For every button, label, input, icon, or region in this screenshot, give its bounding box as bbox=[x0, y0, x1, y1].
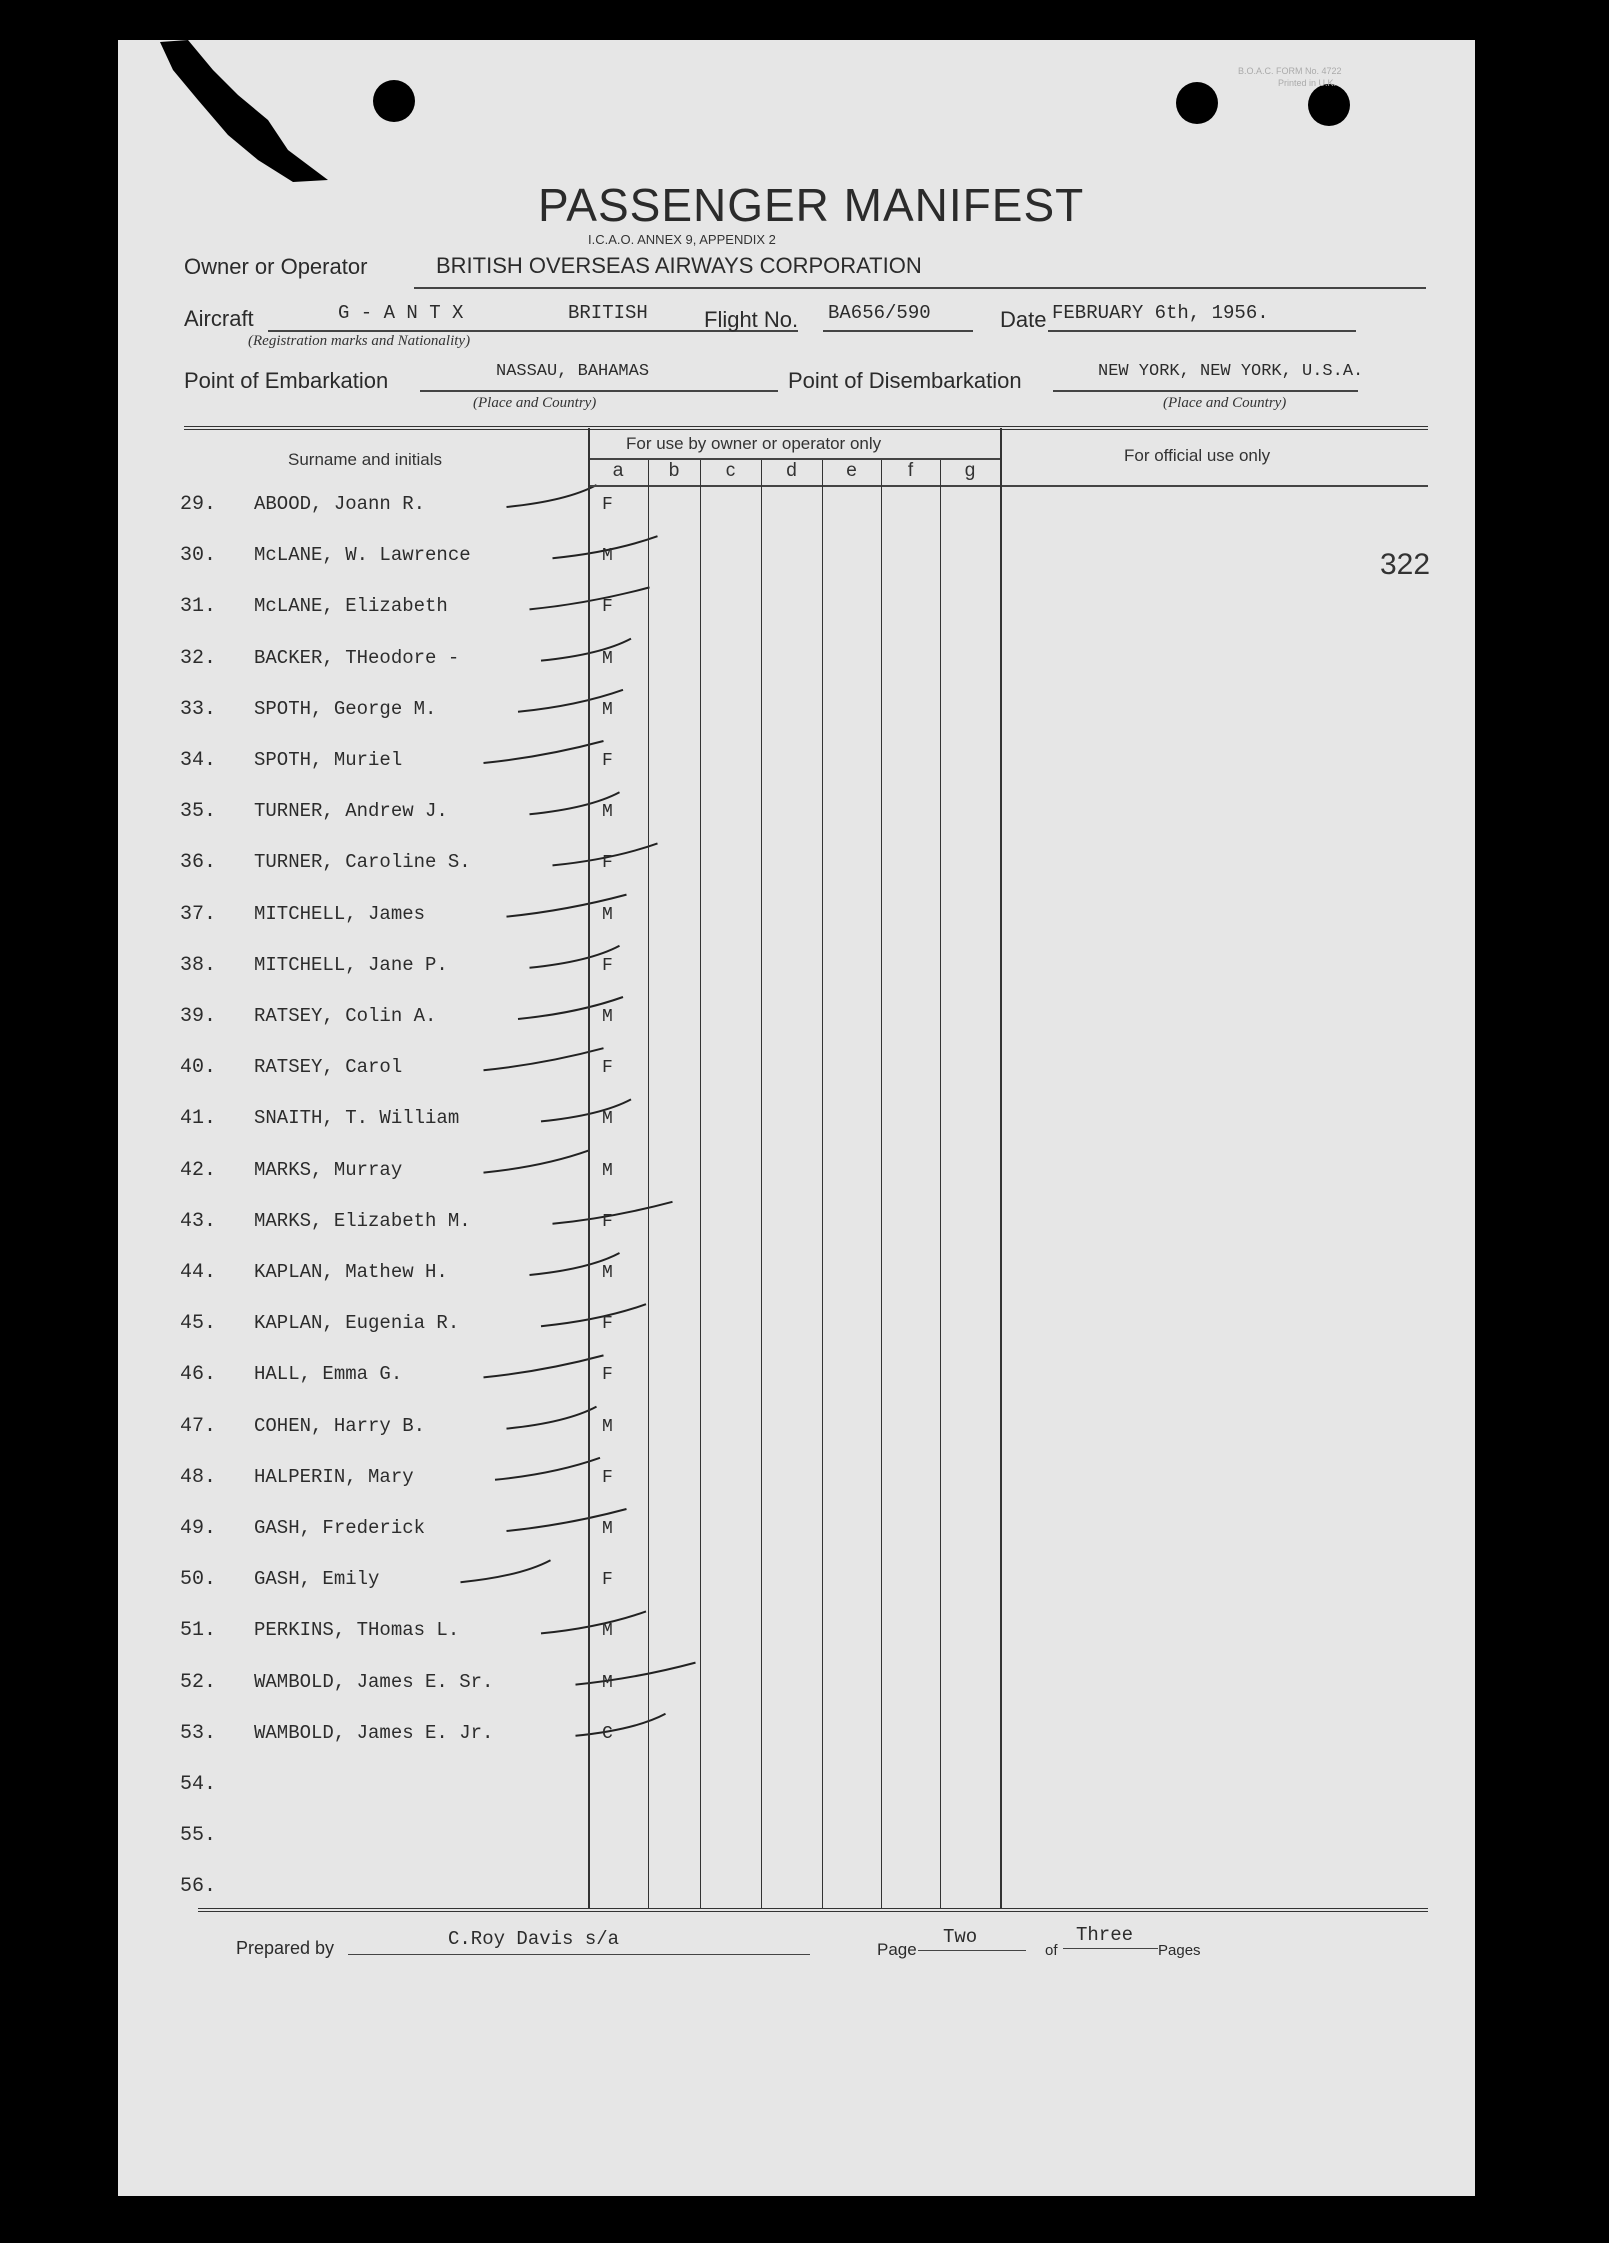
passenger-category: M bbox=[602, 1519, 613, 1539]
column-header-d: d bbox=[786, 460, 797, 481]
of-label: of bbox=[1045, 1942, 1058, 1959]
passenger-category: M bbox=[602, 802, 613, 823]
passenger-name: RATSEY, Colin A. bbox=[254, 1005, 437, 1027]
column-header-b: b bbox=[668, 460, 680, 481]
check-stroke bbox=[576, 1663, 696, 1685]
check-stroke bbox=[507, 485, 597, 507]
row-number: 46. bbox=[180, 1363, 217, 1387]
row-number: 33. bbox=[180, 697, 217, 721]
passenger-name: McLANE, Elizabeth bbox=[254, 595, 448, 618]
passenger-category: F bbox=[602, 1467, 613, 1488]
passenger-name: MITCHELL, James bbox=[254, 902, 426, 925]
flight-number: BA656/590 bbox=[828, 302, 931, 324]
column-header-c: c bbox=[725, 460, 736, 481]
passenger-category: M bbox=[602, 1109, 613, 1130]
passenger-category: M bbox=[602, 1160, 613, 1181]
passenger-name: MITCHELL, Jane P. bbox=[254, 953, 448, 976]
punch-hole-right bbox=[1308, 84, 1350, 126]
owner-value: BRITISH OVERSEAS AIRWAYS CORPORATION bbox=[436, 253, 922, 278]
row-number: 42. bbox=[180, 1158, 217, 1182]
passenger-category: M bbox=[602, 546, 613, 567]
passenger-category: M bbox=[602, 1007, 613, 1027]
row-number: 52. bbox=[180, 1670, 217, 1694]
check-stroke bbox=[507, 1407, 597, 1429]
page-title: PASSENGER MANIFEST bbox=[538, 179, 1085, 231]
date-value: FEBRUARY 6th, 1956. bbox=[1052, 302, 1269, 324]
disembark-caption: (Place and Country) bbox=[1163, 395, 1287, 411]
passenger-category: F bbox=[602, 1570, 613, 1591]
passenger-name: GASH, Frederick bbox=[254, 1517, 426, 1539]
form-code: B.O.A.C. FORM No. 4722 bbox=[1238, 66, 1342, 76]
aircraft-registration: G - A N T X bbox=[338, 302, 464, 324]
row-number: 29. bbox=[180, 493, 217, 516]
flight-label: Flight No. bbox=[704, 307, 799, 332]
check-stroke bbox=[461, 1560, 551, 1582]
page-label: Page bbox=[877, 1940, 917, 1959]
row-number: 48. bbox=[180, 1465, 217, 1489]
row-number: 55. bbox=[180, 1824, 217, 1848]
aircraft-caption: (Registration marks and Nationality) bbox=[248, 333, 471, 349]
pages-label: Pages bbox=[1158, 1942, 1201, 1959]
row-number: 51. bbox=[180, 1619, 217, 1643]
aircraft-label: Aircraft bbox=[184, 306, 254, 331]
passenger-category: F bbox=[602, 1211, 613, 1232]
row-number: 35. bbox=[180, 800, 217, 824]
passenger-name: PERKINS, THomas L. bbox=[254, 1619, 460, 1642]
check-stroke bbox=[541, 639, 631, 661]
passenger-name: McLANE, W. Lawrence bbox=[254, 544, 471, 567]
passenger-name: COHEN, Harry B. bbox=[254, 1414, 426, 1437]
row-number: 30. bbox=[180, 544, 217, 568]
passenger-name: KAPLAN, Eugenia R. bbox=[254, 1312, 460, 1335]
official-use-header: For official use only bbox=[1124, 446, 1271, 465]
row-number: 37. bbox=[180, 902, 217, 926]
manifest-sheet bbox=[118, 40, 1475, 2196]
check-stroke bbox=[541, 1611, 646, 1633]
torn-corner bbox=[160, 40, 328, 182]
embark-caption: (Place and Country) bbox=[473, 395, 597, 411]
punch-hole-left bbox=[373, 80, 415, 122]
column-header-f: f bbox=[907, 460, 914, 481]
passenger-name: KAPLAN, Mathew H. bbox=[254, 1261, 448, 1283]
row-number: 31. bbox=[180, 595, 217, 619]
column-rule-d bbox=[761, 460, 762, 1908]
prepared-by-value: C.Roy Davis s/a bbox=[448, 1928, 620, 1950]
page-total: Three bbox=[1076, 1924, 1134, 1946]
passenger-category: M bbox=[602, 904, 613, 925]
passenger-category: M bbox=[602, 1672, 613, 1693]
passenger-name: BACKER, THeodore - bbox=[254, 646, 460, 669]
row-number: 38. bbox=[180, 953, 217, 977]
passenger-name: HALPERIN, Mary bbox=[254, 1465, 414, 1488]
row-number: 56. bbox=[180, 1875, 217, 1899]
row-number: 44. bbox=[180, 1261, 217, 1284]
passenger-category: F bbox=[602, 955, 613, 976]
passenger-category: F bbox=[602, 597, 613, 618]
official-note: 322 bbox=[1380, 548, 1431, 581]
row-number: 32. bbox=[180, 646, 217, 670]
passenger-category: F bbox=[602, 495, 613, 515]
row-number: 40. bbox=[180, 1056, 217, 1080]
passenger-name: WAMBOLD, James E. Jr. bbox=[254, 1721, 494, 1744]
passenger-name: ABOOD, Joann R. bbox=[254, 493, 426, 515]
column-header-a: a bbox=[612, 460, 624, 481]
date-label: Date bbox=[1000, 307, 1047, 332]
surname-header: Surname and initials bbox=[288, 450, 443, 469]
passenger-category: F bbox=[602, 1058, 613, 1079]
owner-use-header: For use by owner or operator only bbox=[626, 434, 882, 453]
embark-value: NASSAU, BAHAMAS bbox=[496, 362, 650, 381]
passenger-name: MARKS, Elizabeth M. bbox=[254, 1209, 471, 1232]
row-number: 36. bbox=[180, 851, 217, 875]
row-number: 49. bbox=[180, 1517, 217, 1540]
row-number: 54. bbox=[180, 1773, 217, 1796]
check-stroke bbox=[495, 1458, 600, 1480]
row-number: 50. bbox=[180, 1568, 217, 1592]
passenger-category: F bbox=[602, 1365, 613, 1386]
column-rule-e bbox=[822, 460, 823, 1908]
row-number: 41. bbox=[180, 1107, 217, 1131]
row-number: 39. bbox=[180, 1005, 217, 1028]
passenger-name: GASH, Emily bbox=[254, 1568, 380, 1591]
passenger-category: M bbox=[602, 1621, 613, 1642]
disembark-value: NEW YORK, NEW YORK, U.S.A. bbox=[1098, 362, 1364, 381]
row-number: 47. bbox=[180, 1414, 217, 1438]
passenger-name: TURNER, Caroline S. bbox=[254, 851, 471, 874]
form-subtitle: I.C.A.O. ANNEX 9, APPENDIX 2 bbox=[588, 232, 776, 247]
passenger-name: SPOTH, Muriel bbox=[254, 749, 403, 771]
row-number: 43. bbox=[180, 1209, 217, 1233]
column-header-e: e bbox=[846, 460, 857, 481]
check-stroke bbox=[484, 741, 604, 763]
row-number: 53. bbox=[180, 1721, 217, 1745]
passenger-name: SPOTH, George M. bbox=[254, 697, 437, 720]
row-number: 45. bbox=[180, 1312, 217, 1336]
passenger-category: F bbox=[602, 853, 613, 874]
check-stroke bbox=[484, 1355, 604, 1377]
prepared-label: Prepared by bbox=[236, 1938, 335, 1958]
passenger-name: MARKS, Murray bbox=[254, 1158, 403, 1181]
check-stroke bbox=[484, 1151, 589, 1173]
passenger-name: HALL, Emma G. bbox=[254, 1363, 403, 1386]
row-number: 34. bbox=[180, 749, 217, 772]
passenger-category: M bbox=[602, 648, 613, 669]
passenger-category: F bbox=[602, 1314, 613, 1335]
passenger-name: RATSEY, Carol bbox=[254, 1056, 403, 1079]
passenger-category: F bbox=[602, 751, 613, 771]
embark-label: Point of Embarkation bbox=[184, 368, 389, 393]
passenger-name: WAMBOLD, James E. Sr. bbox=[254, 1670, 494, 1693]
passenger-category: C bbox=[602, 1723, 613, 1744]
check-stroke bbox=[541, 1099, 631, 1121]
passenger-name: TURNER, Andrew J. bbox=[254, 800, 448, 823]
passenger-category: M bbox=[602, 699, 613, 720]
disembark-label: Point of Disembarkation bbox=[788, 368, 1022, 393]
passenger-name: SNAITH, T. William bbox=[254, 1107, 460, 1130]
page-number: Two bbox=[943, 1926, 978, 1948]
check-strokes bbox=[461, 485, 696, 1736]
punch-hole-center bbox=[1176, 82, 1218, 124]
column-header-g: g bbox=[964, 460, 976, 481]
owner-label: Owner or Operator bbox=[184, 254, 368, 279]
column-rule-c bbox=[700, 460, 701, 1908]
column-rule-f bbox=[881, 460, 882, 1908]
column-rule-g bbox=[940, 460, 941, 1908]
column-rule-b bbox=[648, 460, 649, 1908]
aircraft-nationality: BRITISH bbox=[568, 302, 648, 324]
passenger-category: M bbox=[602, 1416, 613, 1437]
printed-note: Printed in U.K. bbox=[1278, 78, 1337, 88]
check-stroke bbox=[541, 1304, 646, 1326]
check-stroke bbox=[484, 1048, 604, 1070]
passenger-category: M bbox=[602, 1263, 613, 1283]
